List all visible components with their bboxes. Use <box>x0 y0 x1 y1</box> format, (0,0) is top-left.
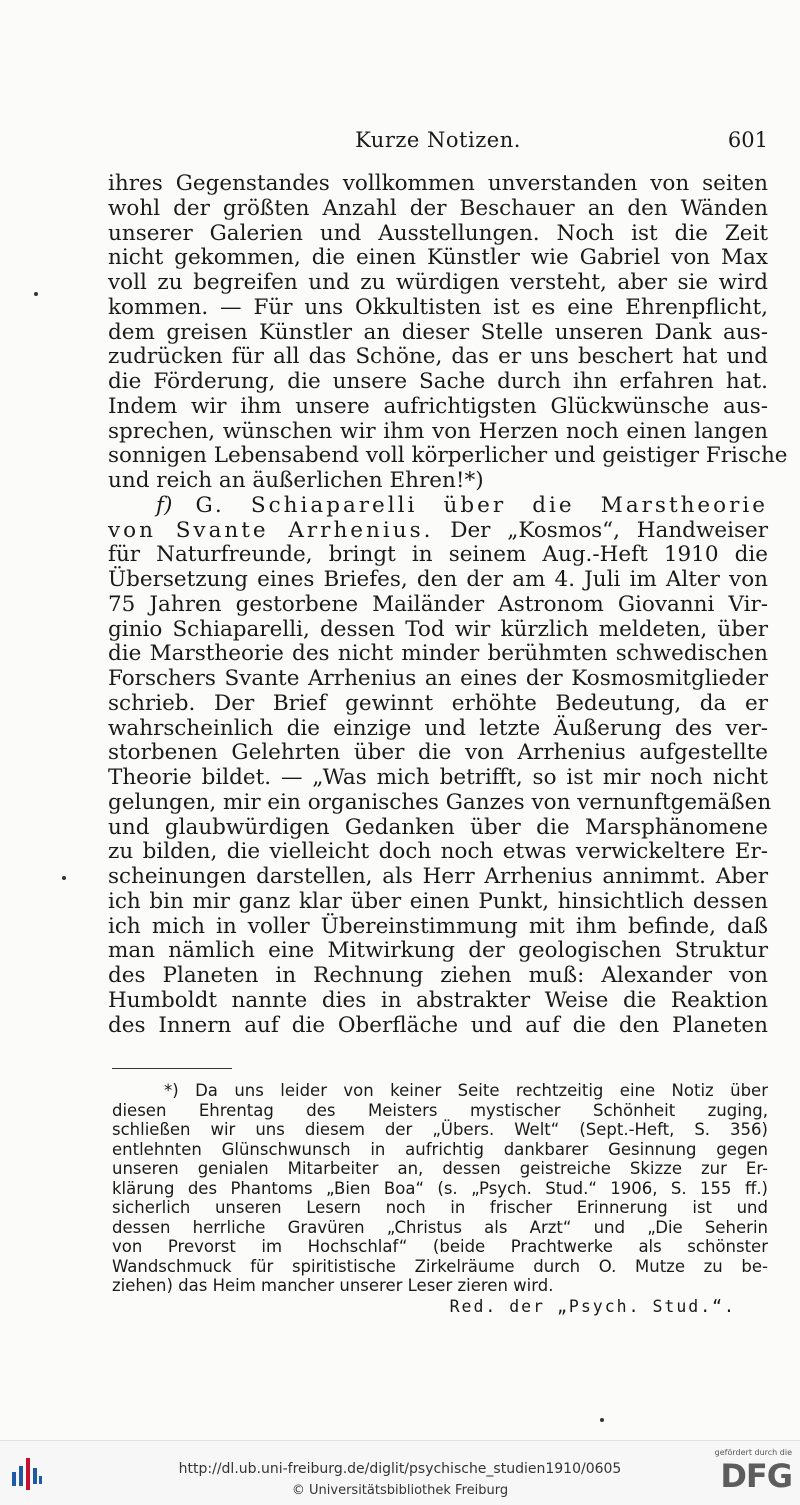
footnote-line: ziehen) das Heim mancher unserer Leser zieren wird. <box>112 1276 554 1295</box>
text-fragment: Der „Kosmos“, Handweiser <box>450 517 768 543</box>
copyright-notice: © Universitätsbibliothek Freiburg <box>291 1483 509 1498</box>
footnote-line: dessen herrliche Gravüren „Christus als Arzt“ und „Die Seherin <box>112 1217 768 1237</box>
university-library-logo-icon[interactable] <box>10 1454 44 1494</box>
text-line: sprechen, wünschen wir ihm von Herzen noch einen langen <box>108 418 768 444</box>
footnote-line: Wandschmuck für spiritistische Zirkelräume durch O. Mutze zu be- <box>112 1256 768 1276</box>
text-line: schrieb. Der Brief gewinnt erhöhte Bedeutung, da er <box>108 690 768 716</box>
text-line: Theorie bildet. — „Was mich betrifft, so ist mir noch nicht <box>108 765 768 790</box>
text-line: des Planeten in Rechnung ziehen muß: Alexander von <box>108 963 768 988</box>
text-line: nicht gekommen, die einen Künstler wie Gabriel von Max <box>108 245 768 271</box>
text-line: dem greisen Künstler an dieser Stelle unseren Dank aus- <box>108 319 768 345</box>
scan-speck <box>62 876 66 880</box>
text-line: unserer Galerien und Ausstellungen. Noch ist die Zeit <box>108 220 768 246</box>
dfg-logo-text: DFG <box>720 1457 792 1495</box>
scan-speck <box>600 1418 604 1422</box>
footnote-rule <box>112 1068 232 1069</box>
text-line: man nämlich eine Mitwirkung der geologischen Struktur <box>108 938 768 964</box>
text-line: Forschers Svante Arrhenius an eines der Kosmosmitglieder <box>108 666 768 691</box>
footnote <box>112 1081 768 1318</box>
text-line: Übersetzung eines Briefes, den der am 4. Juli im Alter von <box>108 567 768 592</box>
scan-speck <box>34 292 38 296</box>
footnote-signature: Red. der „Psych. Stud.“. <box>449 1296 736 1316</box>
dfg-funded-by-text: gefördert durch die <box>714 1448 792 1457</box>
text-line: ginio Schiaparelli, dessen Tod wir kürzlich meldeten, über <box>108 616 768 642</box>
text-line: die Marstheorie des nicht minder berühmten schwedischen <box>108 641 768 667</box>
text-line: zu bilden, die vielleicht doch noch etwas verwickeltere Er- <box>108 839 768 865</box>
viewer-footer <box>0 1440 800 1505</box>
text-line: gelungen, mir ein organisches Ganzes von vernunftgemäßen <box>108 789 772 815</box>
section-marker: f) <box>156 492 173 518</box>
text-line: für Naturfreunde, bringt in seinem Aug.-Heft 1910 die <box>108 542 768 568</box>
footnote-line: klärung des Phantoms „Bien Boa“ (s. „Psych. Stud.“ 1906, S. 155 ff.) <box>112 1178 768 1198</box>
text-line: ihres Gegenstandes vollkommen unverstanden von seiten <box>108 171 768 196</box>
text-line: die Förderung, die unsere Sache durch ihn erfahren hat. <box>108 369 768 394</box>
running-head <box>108 128 768 158</box>
footnote-line: *) Da uns leider von keiner Seite rechtzeitig eine Notiz über <box>164 1081 768 1100</box>
body-text <box>108 171 788 1038</box>
text-line: ich bin mir ganz klar über einen Punkt, hinsichtlich dessen <box>108 888 768 914</box>
footnote-line: unseren genialen Mitarbeiter an, dessen geistreiche Skizze zur Er- <box>112 1159 768 1178</box>
footnote-line: entlehnten Glünschwunsch in aufrichtig dankbarer Gesinnung gegen <box>112 1139 768 1159</box>
footnote-line: schließen wir uns diesem der „Übers. Welt“ (Sept.-Heft, S. 356) <box>112 1120 768 1139</box>
running-title: Kurze Notizen. <box>355 128 521 152</box>
page-number: 601 <box>727 128 768 152</box>
text-line: scheinungen darstellen, als Herr Arrhenius annimmt. Aber <box>108 864 768 889</box>
footnote-line: diesen Ehrentag des Meisters mystischer Schönheit zuging, <box>112 1100 768 1120</box>
footnote-line: sicherlich unseren Lesern noch in frischer Erinnerung ist und <box>112 1198 768 1217</box>
footnote-line: von Prevorst im Hochschlaf“ (beide Prachtwerke als schönster <box>112 1237 768 1256</box>
text-line: wahrscheinlich die einzige und letzte Äußerung des ver- <box>108 715 768 741</box>
text-line: 75 Jahren gestorbene Mailänder Astronom Giovanni Vir- <box>108 591 768 617</box>
text-line: kommen. — Für uns Okkultisten ist es eine Ehrenpflicht, <box>108 294 768 320</box>
text-line: Indem wir ihm unsere aufrichtigsten Glückwünsche aus- <box>108 393 768 419</box>
text-line: wohl der größten Anzahl der Beschauer an den Wänden <box>108 195 768 221</box>
section-f-heading-line <box>108 494 768 519</box>
text-line: Humboldt nannte dies in abstrakter Weise die Reaktion <box>108 987 768 1013</box>
text-line: des Innern auf die Oberfläche und auf die den Planeten <box>108 1012 768 1038</box>
text-line: und glaubwürdigen Gedanken über die Marsphänomene <box>108 814 768 840</box>
permalink-url[interactable]: http://dl.ub.uni-freiburg.de/diglit/psychische_studien1910/0605 <box>178 1461 622 1477</box>
text-line: ich mich in voller Übereinstimmung mit ihm befinde, daß <box>108 913 768 939</box>
text-line: sonnigen Lebensabend voll körperlicher und geistiger Frische <box>108 443 788 469</box>
text-line: zudrücken für all das Schöne, das er uns beschert hat und <box>108 344 768 370</box>
text-line: storbenen Gelehrten über die von Arrhenius aufgestellte <box>108 740 768 766</box>
section-heading: G. Schiaparelli über die Marstheorie <box>195 492 768 518</box>
text-line: voll zu begreifen und zu würdigen versteht, aber sie wird <box>108 270 768 295</box>
text-line: und reich an äußerlichen Ehren!*) <box>108 468 484 493</box>
dfg-logo[interactable] <box>706 1448 792 1500</box>
section-heading-cont: von Svante Arrhenius. <box>108 517 434 543</box>
section-f-heading-line-2 <box>108 519 768 544</box>
